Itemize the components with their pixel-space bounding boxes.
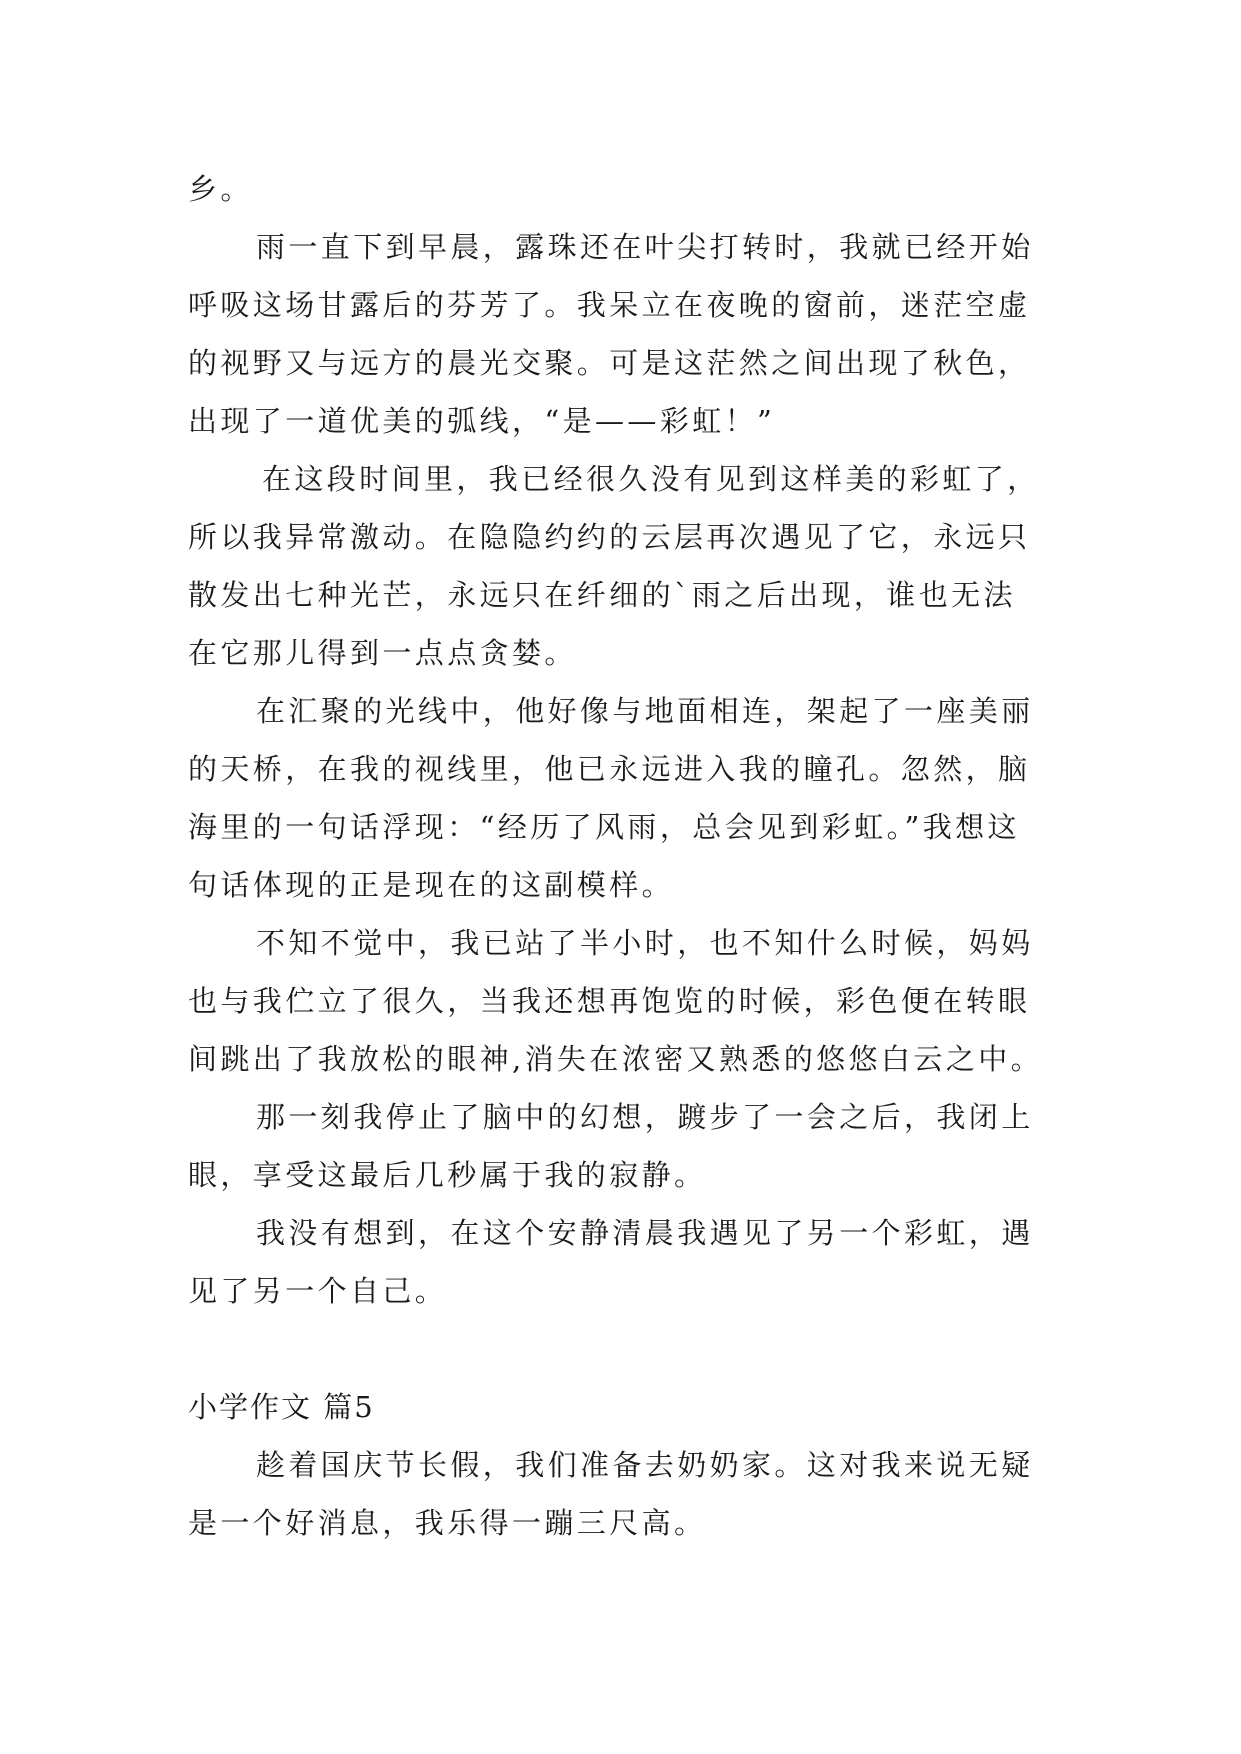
paragraph-start-line: 在这段时间里，我已经很久没有见到这样美的彩虹了， <box>262 462 1040 496</box>
section-heading: 小学作文 篇5 <box>188 1390 375 1424</box>
paragraph-start-line: 不知不觉中，我已站了半小时，也不知什么时候，妈妈 <box>256 926 1034 960</box>
text-line: 见了另一个自己。 <box>188 1274 448 1308</box>
text-line: 是一个好消息，我乐得一蹦三尺高。 <box>188 1506 707 1540</box>
text-line: 海里的一句话浮现：“经历了风雨，总会见到彩虹。”我想这 <box>188 810 1020 844</box>
text-line: 的天桥，在我的视线里，他已永远进入我的瞳孔。忽然，脑 <box>188 752 1031 786</box>
text-line: 乡。 <box>188 172 253 206</box>
paragraph-start-line: 那一刻我停止了脑中的幻想，踱步了一会之后，我闭上 <box>256 1100 1034 1134</box>
text-line: 间跳出了我放松的眼神,消失在浓密又熟悉的悠悠白云之中。 <box>188 1042 1044 1076</box>
text-line: 散发出七种光芒，永远只在纤细的`雨之后出现，谁也无法 <box>188 578 1016 612</box>
text-line: 的视野又与远方的晨光交聚。可是这茫然之间出现了秋色， <box>188 346 1031 380</box>
text-line: 句话体现的正是现在的这副模样。 <box>188 868 675 902</box>
text-line: 出现了一道优美的弧线，“是——彩虹！” <box>188 404 776 438</box>
document-body <box>188 160 1056 1552</box>
text-line: 呼吸这场甘露后的芬芳了。我呆立在夜晚的窗前，迷茫空虚 <box>188 288 1031 322</box>
text-line: 眼，享受这最后几秒属于我的寂静。 <box>188 1158 707 1192</box>
text-line: 在它那儿得到一点点贪婪。 <box>188 636 577 670</box>
paragraph-start-line: 雨一直下到早晨，露珠还在叶尖打转时，我就已经开始 <box>256 230 1034 264</box>
paragraph-start-line: 趁着国庆节长假，我们准备去奶奶家。这对我来说无疑 <box>256 1448 1034 1482</box>
paragraph-start-line: 我没有想到，在这个安静清晨我遇见了另一个彩虹，遇 <box>256 1216 1034 1250</box>
text-line: 也与我伫立了很久，当我还想再饱览的时候，彩色便在转眼 <box>188 984 1031 1018</box>
text-line: 所以我异常激动。在隐隐约约的云层再次遇见了它，永远只 <box>188 520 1031 554</box>
paragraph-start-line: 在汇聚的光线中，他好像与地面相连，架起了一座美丽 <box>256 694 1034 728</box>
